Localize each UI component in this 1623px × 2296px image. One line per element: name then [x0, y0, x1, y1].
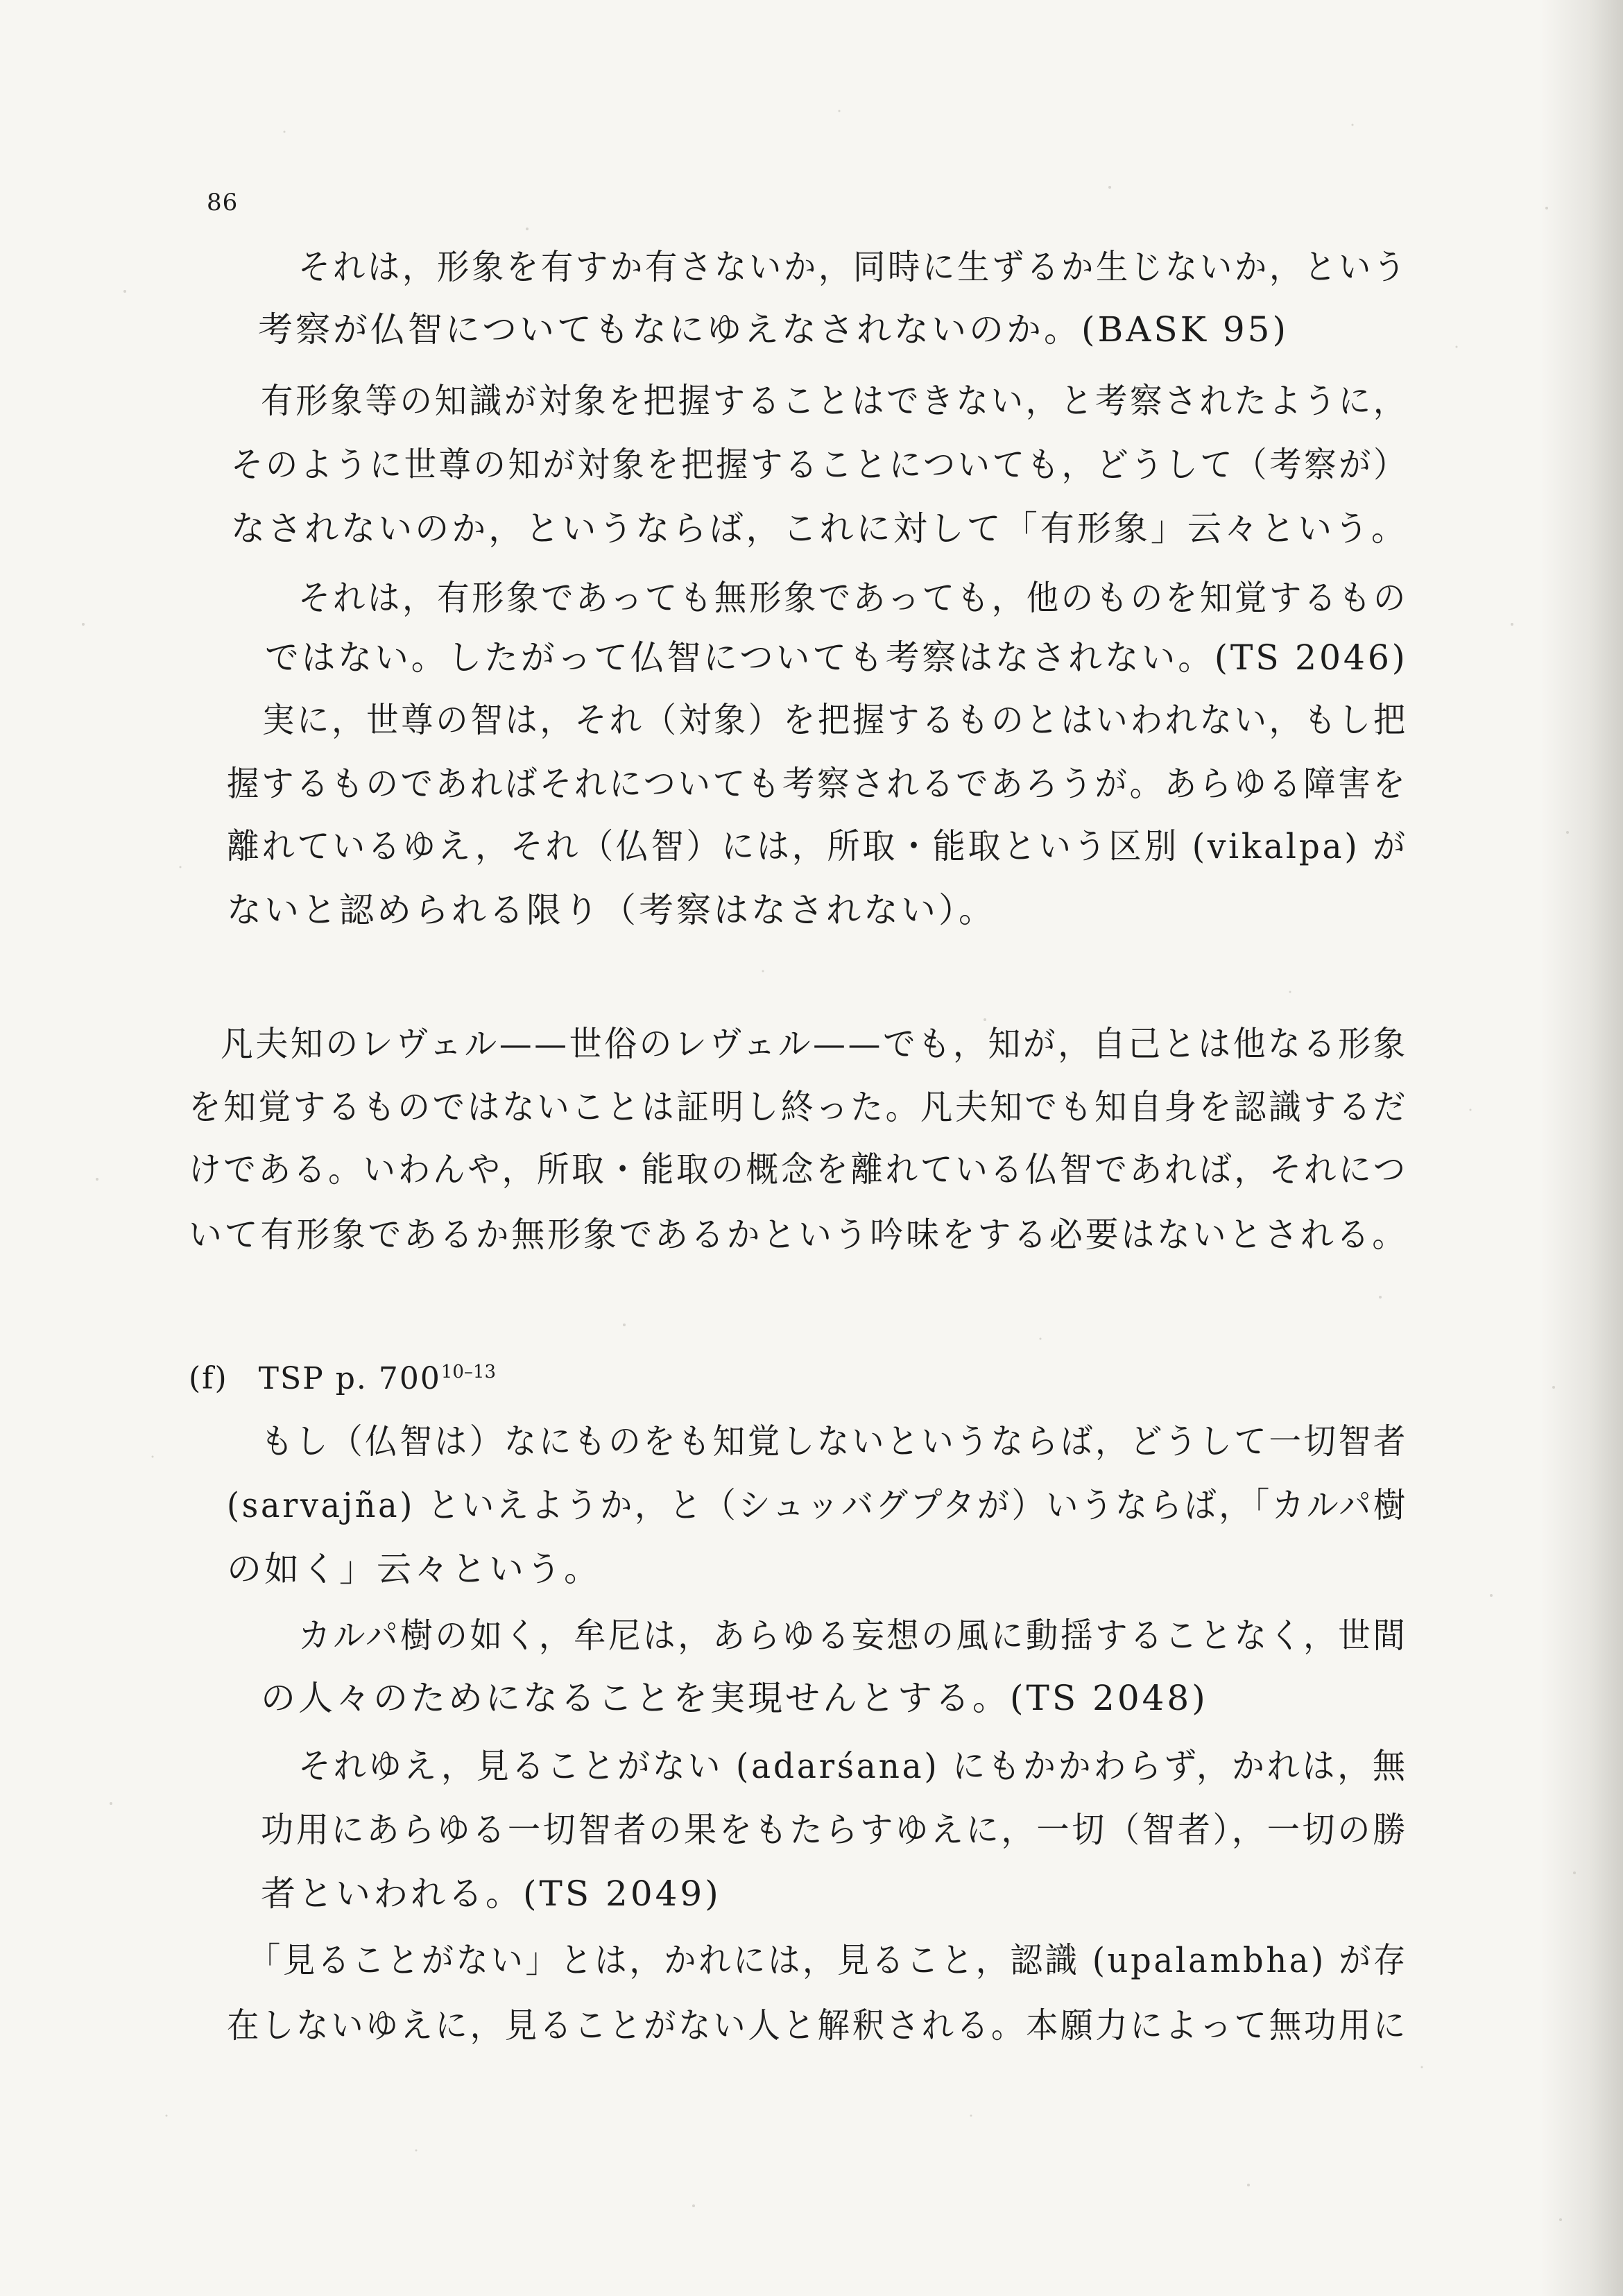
- text-line: 在しないゆえに，見ることがない人と解釈される。本願力によって無功用に: [227, 2005, 1409, 2046]
- text-line: それは，有形象であっても無形象であっても，他のものを知覚するもの: [298, 578, 1409, 618]
- page-number: 86: [207, 189, 239, 216]
- text-line: 凡夫知のレヴェル——世俗のレヴェル——でも，知が，自己とは他なる形象: [221, 1024, 1409, 1064]
- text-line: いて有形象であるか無形象であるかという吟味をする必要はないとされる。: [189, 1215, 1408, 1255]
- section-reference: TSP p. 700: [258, 1360, 441, 1396]
- text-line: 「見ることがない」とは，かれには，見ること，認識 (upalambha) が存: [248, 1940, 1409, 1980]
- text-line: ないと認められる限り（考察はなされない）。: [227, 890, 996, 930]
- text-line: の人々のためになることを実現せんとする。(TS 2048): [261, 1678, 1208, 1718]
- binding-shadow: [1540, 0, 1623, 2296]
- text-line: 考察が仏智についてもなにゆえなされないのか。(BASK 95): [258, 309, 1289, 350]
- text-line: もし（仏智は）なにものをも知覚しないというならば，どうして一切智者: [261, 1421, 1409, 1462]
- text-line: それは，形象を有すか有さないか，同時に生ずるか生じないか，という: [298, 247, 1408, 287]
- text-line: 有形象等の知識が対象を把握することはできない，と考察されたように，: [261, 381, 1409, 421]
- section-heading: [189, 1351, 496, 1400]
- section-label: (f): [189, 1360, 228, 1396]
- text-line: けである。いわんや，所取・能取の概念を離れている仏智であれば，それにつ: [189, 1149, 1408, 1190]
- text-line: カルパ樹の如く，牟尼は，あらゆる妄想の風に動揺することなく，世間: [298, 1616, 1408, 1656]
- text-line: 握するものであればそれについても考察されるであろうが。あらゆる障害を: [227, 764, 1408, 804]
- text-line: それゆえ，見ることがない (adarśana) にもかかわらず，かれは，無: [298, 1746, 1408, 1786]
- section-reference-lines: 10–13: [440, 1362, 496, 1382]
- text-line: そのように世尊の知が対象を把握することについても，どうして（考察が）: [231, 445, 1409, 485]
- text-line: 離れているゆえ，それ（仏智）には，所取・能取という区別 (vikalpa) が: [227, 826, 1408, 866]
- text-line: 者といわれる。(TS 2049): [261, 1874, 721, 1914]
- text-line: 功用にあらゆる一切智者の果をもたらすゆえに，一切（智者），一切の勝: [261, 1810, 1409, 1850]
- text-line: ではない。したがって仏智についても考察はなされない。(TS 2046): [265, 637, 1408, 678]
- text-line: なされないのか，というならば，これに対して「有形象」云々という。: [231, 508, 1409, 549]
- text-line: 実に，世尊の智は，それ（対象）を把握するものとはいわれない，もし把: [262, 700, 1408, 740]
- text-line: の如く」云々という。: [227, 1549, 601, 1589]
- text-line: を知覚するものではないことは証明し終った。凡夫知でも知自身を認識するだ: [189, 1087, 1409, 1127]
- text-line: (sarvajña) といえようか，と（シュッバグプタが）いうならば，「カルパ樹: [227, 1485, 1408, 1525]
